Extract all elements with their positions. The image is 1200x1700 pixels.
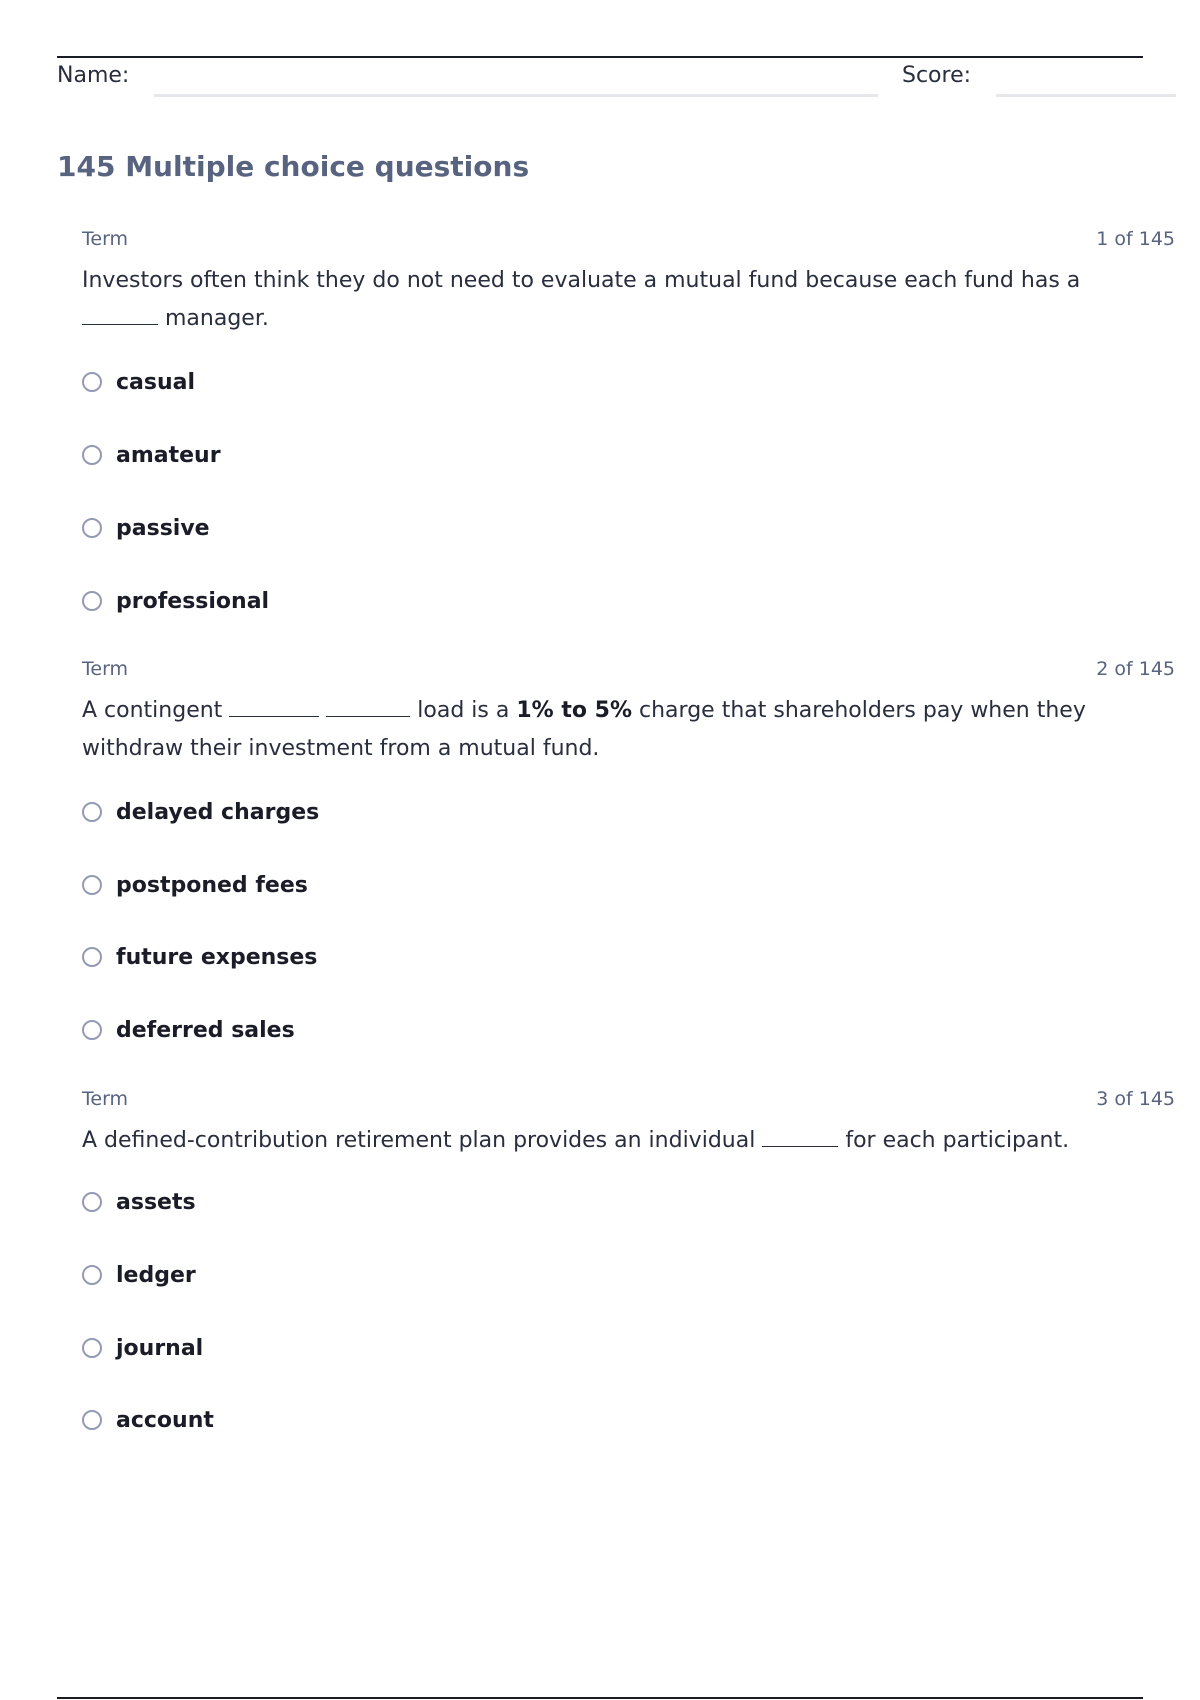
bottom-rule <box>57 1697 1143 1699</box>
answer-blank <box>82 307 158 325</box>
radio-button[interactable] <box>82 947 102 967</box>
answer-blank <box>326 699 410 717</box>
score-label: Score: <box>902 63 972 88</box>
option-passive[interactable]: passive <box>82 513 210 543</box>
option-journal[interactable]: journal <box>82 1333 203 1363</box>
radio-button[interactable] <box>82 445 102 465</box>
term-label: Term <box>82 228 129 250</box>
option-professional[interactable]: professional <box>82 586 269 616</box>
option-ledger[interactable]: ledger <box>82 1260 196 1290</box>
option-assets[interactable]: assets <box>82 1187 196 1217</box>
name-field[interactable] <box>154 94 878 97</box>
score-field[interactable] <box>996 94 1176 97</box>
radio-button[interactable] <box>82 802 102 822</box>
question-counter: 3 of 145 <box>1096 1088 1175 1110</box>
radio-button[interactable] <box>82 1338 102 1358</box>
question-text: A contingent load is a 1% to 5% charge that shareholders pay when they withdraw their investment from a mutual fund. <box>82 698 1086 761</box>
option-account[interactable]: account <box>82 1405 214 1435</box>
option-amateur[interactable]: amateur <box>82 440 221 470</box>
radio-button[interactable] <box>82 1020 102 1040</box>
question-text: A defined-contribution retirement plan provides an individual for each participant. <box>82 1128 1070 1153</box>
radio-button[interactable] <box>82 372 102 392</box>
option-future-expenses[interactable]: future expenses <box>82 942 317 972</box>
page-title: 145 Multiple choice questions <box>57 150 530 183</box>
option-postponed-fees[interactable]: postponed fees <box>82 870 308 900</box>
radio-button[interactable] <box>82 1265 102 1285</box>
radio-button[interactable] <box>82 875 102 895</box>
question-counter: 1 of 145 <box>1096 228 1175 250</box>
option-casual[interactable]: casual <box>82 367 195 397</box>
answer-blank <box>229 699 319 717</box>
top-rule <box>57 56 1143 58</box>
radio-button[interactable] <box>82 591 102 611</box>
radio-button[interactable] <box>82 518 102 538</box>
name-label: Name: <box>57 63 130 88</box>
question-text: Investors often think they do not need to evaluate a mutual fund because each fund has a manager. <box>82 268 1081 331</box>
answer-blank <box>762 1129 838 1147</box>
option-deferred-sales[interactable]: deferred sales <box>82 1015 295 1045</box>
option-delayed-charges[interactable]: delayed charges <box>82 797 319 827</box>
radio-button[interactable] <box>82 1410 102 1430</box>
question-counter: 2 of 145 <box>1096 658 1175 680</box>
term-label: Term <box>82 658 129 680</box>
term-label: Term <box>82 1088 129 1110</box>
radio-button[interactable] <box>82 1192 102 1212</box>
